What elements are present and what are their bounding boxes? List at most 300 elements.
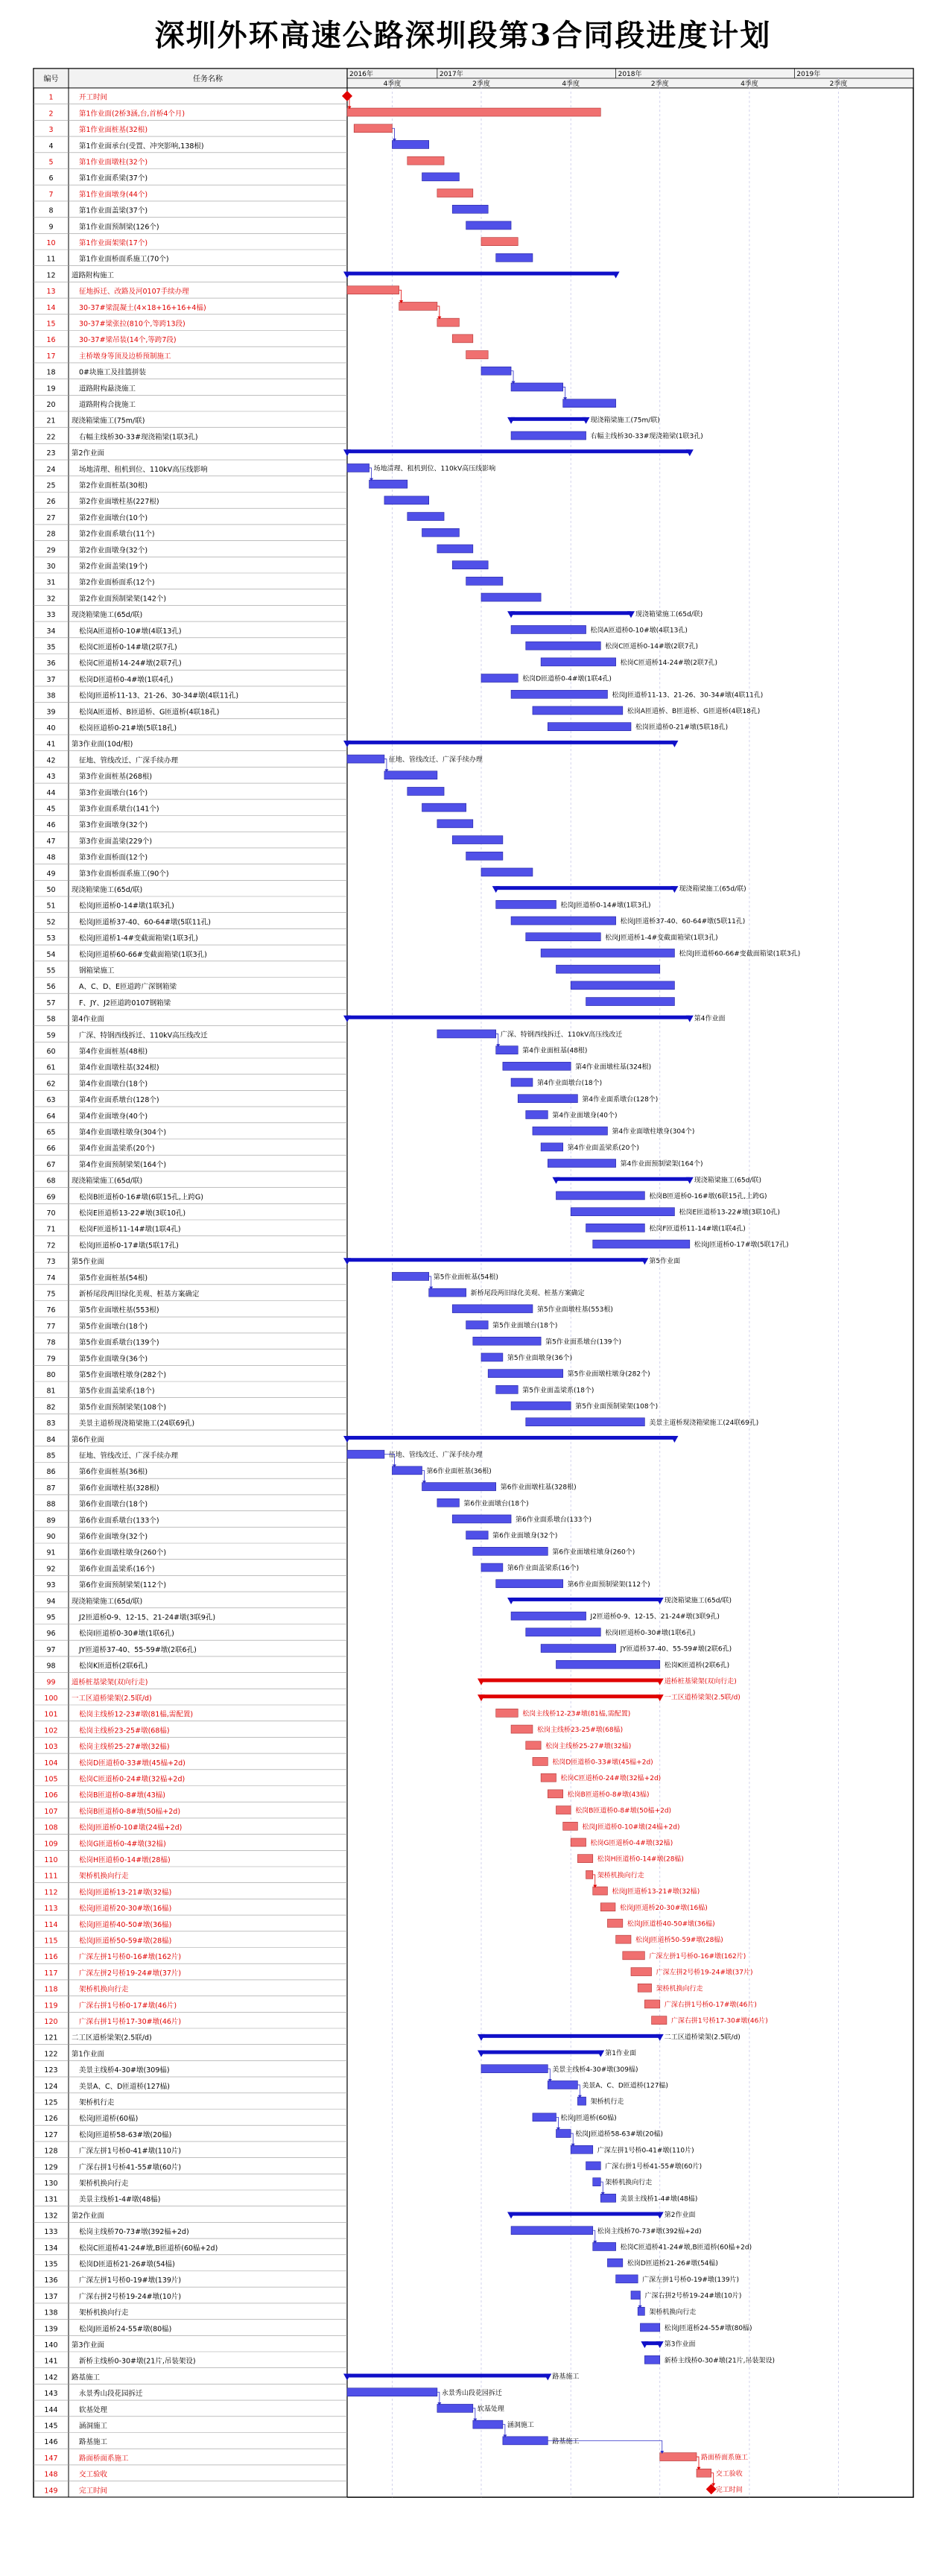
task-bar (473, 1547, 548, 1555)
summary-bar (511, 417, 586, 421)
bar-label: 松岗G匝道桥0-4#墩(32榀) (590, 1839, 673, 1847)
task-id: 5 (48, 158, 54, 167)
bar-label: 松岗主线桥23-25#墩(68榀) (536, 1727, 624, 1735)
task-name: 现浇箱梁施工(65d/联) (72, 1597, 143, 1606)
summary-bar (347, 272, 616, 276)
bar-label: 征地、管线改迁、广深手续办理 (388, 756, 483, 765)
task-bar (452, 1305, 533, 1313)
task-name: 30-37#梁张拉(810个,等跨13段) (79, 320, 185, 329)
task-id: 92 (46, 1565, 56, 1574)
bar-label: 第6作业面预制梁架(112个) (567, 1580, 650, 1589)
task-name: 永景秀山段花园拆迁 (79, 2390, 143, 2399)
bar-label: 广深右拼1号桥41-55#墩(60片) (605, 2162, 703, 2171)
bar-label: 松岗A匝道桥0-10#墩(4联13孔) (590, 627, 688, 635)
task-id: 65 (46, 1128, 56, 1137)
task-id: 20 (46, 401, 56, 409)
task-name: 松岗I匝道桥0-30#墩(1联6孔) (79, 1630, 174, 1639)
task-name: 松岗D匝道桥0-4#墩(1联4孔) (79, 675, 174, 684)
task-id: 100 (44, 1694, 58, 1703)
task-id: 35 (46, 643, 56, 652)
bar-label: 松岗J匝道桥1-4#变截面箱梁(1联3孔) (605, 934, 718, 942)
task-name: 美景主线桥4-30#墩(309榀) (79, 2066, 170, 2075)
task-bar (481, 674, 518, 683)
task-bar (466, 1531, 489, 1539)
task-name: 松岗J匝道桥37-40、60-64#墩(5联11孔) (79, 918, 212, 927)
task-name: 松岗A匝道桥0-10#墩(4联13孔) (79, 627, 182, 636)
year-label: 2018年 (618, 71, 642, 78)
task-id: 64 (46, 1112, 56, 1121)
task-id: 128 (44, 2147, 58, 2156)
quarter-label: 2季度 (829, 80, 848, 88)
task-name: 第4作业面盖梁系(20个) (79, 1145, 155, 1153)
task-name: 第1作业面墩身(44个) (79, 190, 148, 199)
task-id: 32 (46, 595, 56, 604)
task-bar (452, 836, 503, 844)
task-id: 79 (46, 1355, 56, 1364)
bar-label: 松岗D匝道桥0-33#墩(45榀+2d) (552, 1759, 653, 1767)
bar-label: 交工验收 (715, 2470, 743, 2478)
bar-label: 右幅主线桥30-33#现浇箱梁(1联3孔) (590, 433, 703, 441)
task-name: 第5作业面系墩台(139个) (79, 1338, 159, 1347)
bar-label: 松岗B匝道桥0-8#墩(50榀+2d) (575, 1807, 672, 1815)
task-bar (511, 1612, 586, 1620)
summary-bar (511, 1598, 660, 1601)
bar-label: 美景主线桥1-4#墩(48榀) (620, 2195, 698, 2203)
task-bar (631, 1968, 652, 1976)
task-id: 60 (46, 1048, 56, 1056)
task-bar (541, 658, 616, 666)
task-id: 42 (46, 756, 56, 765)
task-id: 31 (46, 578, 56, 587)
bar-label: 二工区道桥梁架(2.5联/d) (664, 2034, 741, 2042)
bar-label: 松岗J匝道桥40-50#墩(36榀) (627, 1920, 715, 1928)
task-id: 112 (44, 1888, 58, 1897)
task-bar (638, 2307, 644, 2315)
task-name: 第3作业面(10d/根) (72, 740, 133, 749)
task-name: 广深左拼2号桥19-24#墩(37片) (79, 1969, 182, 1978)
task-id: 84 (46, 1435, 56, 1444)
bar-label: 新桥主线桥0-30#墩(21片,吊装架设) (664, 2357, 776, 2365)
task-id: 46 (46, 821, 56, 830)
task-bar (623, 1952, 645, 1960)
task-name: 松岗C匝道桥0-14#墩(2联7孔) (79, 643, 177, 652)
bar-label: 现浇箱梁施工(65d/联) (635, 610, 703, 618)
bar-label: 松岗B匝道桥0-16#墩(6联15孔,上跨G) (649, 1192, 767, 1200)
task-bar (392, 1466, 422, 1475)
task-bar (452, 561, 488, 569)
task-bar (407, 787, 444, 795)
bar-label: 松岗F匝道桥11-14#墩(1联4孔) (649, 1225, 746, 1233)
task-name: 新桥主线桥0-30#墩(21片,吊装架设) (79, 2357, 196, 2366)
task-id: 6 (48, 174, 54, 183)
task-name: 松岗H匝道桥0-14#墩(28榀) (79, 1856, 171, 1864)
task-id: 120 (44, 2018, 58, 2026)
summary-bar (496, 886, 675, 890)
task-bar (541, 1645, 616, 1653)
task-bar (511, 690, 607, 698)
task-id: 88 (46, 1500, 56, 1509)
task-id: 22 (46, 433, 56, 442)
summary-bar (347, 1436, 674, 1440)
task-name: 松岗D匝道桥21-26#墩(54榀) (79, 2260, 175, 2269)
bar-label: 第5作业面预制梁架(108个) (575, 1403, 659, 1411)
task-name: 道路附构悬浇施工 (79, 384, 136, 393)
task-name: 30-37#梁混凝土(4×18+16+16+4榀) (79, 303, 206, 312)
task-id: 41 (46, 740, 56, 749)
bar-label: 永景秀山段花园拆迁 (441, 2389, 502, 2397)
task-name: 第5作业面墩柱基(553根) (79, 1306, 159, 1315)
task-id: 105 (44, 1775, 58, 1784)
task-name: 路基施工 (72, 2373, 101, 2382)
bar-label: 第6作业面墩柱基(328根) (500, 1484, 577, 1492)
task-bar (437, 318, 460, 326)
task-name: A、C、D、E匝道跨广深钢箱梁 (79, 983, 177, 992)
task-id: 90 (46, 1533, 56, 1541)
task-id: 108 (44, 1823, 58, 1832)
bar-label: 架桥机换向行走 (605, 2179, 653, 2187)
bar-label: 第6作业面桩基(36根) (426, 1467, 492, 1475)
task-id: 81 (46, 1387, 56, 1396)
bar-label: 第6作业面墩台(18个) (463, 1500, 529, 1508)
task-id: 52 (46, 918, 56, 927)
task-name: 广深右拼1号桥17-30#墩(46片) (79, 2018, 182, 2026)
bar-label: 架桥机换向行走 (649, 2308, 697, 2317)
bar-label: 一工区道桥梁架(2.5联/d) (664, 1694, 741, 1702)
task-id: 34 (46, 627, 56, 636)
task-id: 97 (46, 1645, 56, 1654)
task-bar (481, 367, 511, 375)
task-id: 27 (46, 513, 56, 522)
task-id: 3 (48, 126, 54, 135)
year-label: 2016年 (349, 71, 373, 78)
task-bar (466, 577, 503, 585)
summary-bar (556, 1177, 689, 1181)
task-bar (422, 173, 460, 181)
quarter-label: 4季度 (562, 80, 580, 88)
task-id: 145 (44, 2422, 58, 2431)
task-name: 新桥尾段两旧绿化美观、桩基方案确定 (79, 1290, 200, 1299)
bar-label: 架桥机换向行走 (597, 1872, 644, 1880)
task-id: 121 (44, 2034, 58, 2042)
task-id: 4 (48, 142, 54, 151)
task-name: 第1作业面墩柱(32个) (79, 158, 148, 167)
task-name: 松岗匝道桥0-21#墩(5联18孔) (79, 724, 177, 732)
task-id: 30 (46, 563, 56, 571)
quarter-label: 4季度 (383, 80, 402, 88)
task-bar (473, 1337, 541, 1345)
summary-bar (481, 2034, 660, 2038)
task-name: 松岗B匝道桥0-8#墩(43榀) (79, 1791, 165, 1800)
task-bar (347, 2388, 437, 2396)
task-bar (481, 1353, 503, 1361)
task-name: 第2作业面盖梁(19个) (79, 563, 148, 571)
bar-label: 第4作业面 (694, 1015, 726, 1023)
task-name: 松岗K匝道桥(2联6孔) (79, 1662, 148, 1671)
task-id: 98 (46, 1662, 56, 1671)
task-bar (600, 2194, 615, 2202)
task-bar (548, 1790, 562, 1798)
task-name: 第4作业面桩基(48根) (79, 1048, 148, 1056)
task-name: 第2作业面 (72, 449, 105, 458)
task-bar (556, 965, 659, 973)
task-id: 96 (46, 1630, 56, 1639)
task-name: 美景主线桥1-4#墩(48榀) (79, 2195, 161, 2204)
task-id: 129 (44, 2163, 58, 2172)
task-bar (660, 2453, 697, 2461)
task-bar (593, 1887, 608, 1895)
task-id: 83 (46, 1420, 56, 1428)
task-name: 路面桥面系施工 (79, 2454, 129, 2463)
task-bar (437, 1499, 460, 1507)
task-id: 9 (48, 223, 54, 232)
bar-label: 松岗J匝道桥24-55#墩(80榀) (664, 2324, 752, 2332)
quarter-label: 2季度 (472, 80, 490, 88)
task-id: 143 (44, 2390, 58, 2399)
task-name: 松岗J匝道桥24-55#墩(80榀) (79, 2325, 172, 2334)
bar-label: 第3作业面 (664, 2341, 696, 2349)
task-id: 136 (44, 2276, 58, 2285)
task-bar (399, 302, 437, 310)
task-name: 第5作业面桩基(54根) (79, 1273, 148, 1282)
summary-bar (511, 2212, 660, 2216)
task-bar (384, 771, 437, 779)
task-bar (392, 1272, 428, 1280)
task-bar (437, 545, 473, 553)
task-id: 36 (46, 659, 56, 668)
task-name: 广深、特钢西线拆迁、110kV高压线改迁 (79, 1031, 208, 1040)
task-id: 147 (44, 2454, 58, 2463)
bar-label: 架桥机行走 (590, 2098, 624, 2107)
bar-label: 第5作业面墩柱墩身(282个) (567, 1370, 650, 1379)
task-bar (503, 1062, 571, 1070)
task-id: 113 (44, 1905, 58, 1914)
bar-label: 第6作业面盖梁系(16个) (507, 1565, 580, 1573)
task-id: 1 (48, 93, 54, 102)
task-name: 广深左拼1号桥0-19#墩(139片) (79, 2276, 182, 2285)
task-id: 149 (44, 2487, 58, 2496)
task-bar (644, 2355, 659, 2364)
task-name: 第1作业面承台(受置、冲突影响,138根) (79, 142, 204, 151)
bar-label: 广深右拼1号桥0-17#墩(46片) (664, 2001, 757, 2009)
task-bar (577, 1855, 592, 1863)
task-bar (481, 238, 518, 246)
task-id: 95 (46, 1613, 56, 1622)
task-name: 现浇箱梁施工(65d/联) (72, 1177, 143, 1186)
task-bar (541, 1143, 563, 1151)
task-id: 137 (44, 2292, 58, 2301)
task-name: 松岗C匝道桥41-24#墩,B匝道桥(60榀+2d) (79, 2244, 218, 2253)
task-bar (488, 1370, 563, 1378)
task-name: 第5作业面盖梁系(18个) (79, 1387, 155, 1396)
task-id: 78 (46, 1338, 56, 1347)
bar-label: 路基施工 (552, 2373, 580, 2382)
task-name: 第6作业面墩台(18个) (79, 1500, 148, 1509)
task-name: 第4作业面墩台(18个) (79, 1080, 148, 1089)
task-name: 架桥机换向行走 (79, 2180, 129, 2188)
bar-label: 第5作业面盖梁系(18个) (522, 1387, 594, 1395)
task-id: 11 (46, 255, 56, 264)
bar-label: 第4作业面墩台(18个) (536, 1080, 603, 1088)
task-name: 30-37#梁吊装(14个,等跨7段) (79, 336, 177, 345)
task-id: 144 (44, 2405, 58, 2414)
task-name: 现浇箱梁施工(75m/联) (72, 417, 145, 425)
task-id: 76 (46, 1306, 56, 1315)
bar-label: 美景A、C、D匝道桥(127榀) (582, 2082, 668, 2090)
task-bar (473, 2420, 503, 2428)
task-bar (571, 2145, 593, 2153)
bar-label: 完工时间 (715, 2486, 743, 2494)
task-id: 99 (46, 1678, 56, 1687)
task-bar (533, 706, 623, 715)
bar-label: 松岗E匝道桥13-22#墩(3联10孔) (679, 1209, 781, 1217)
task-bar (644, 2000, 659, 2008)
summary-bar (511, 611, 631, 615)
task-name: 第5作业面墩柱墩身(282个) (79, 1371, 167, 1379)
task-name: JY匝道桥37-40、55-59#墩(2联6孔) (79, 1645, 197, 1654)
task-id: 44 (46, 788, 56, 797)
task-name: 松岗主线桥23-25#墩(68榀) (79, 1727, 170, 1735)
task-id: 114 (44, 1920, 58, 1929)
name-column-header: 任务名称 (193, 75, 223, 83)
bar-label: 美景主线桥4-30#墩(309榀) (552, 2066, 638, 2074)
task-bar (511, 2227, 593, 2235)
task-name: 第2作业面系墩台(11个) (79, 530, 155, 539)
bar-label: 第4作业面盖梁系(20个) (567, 1144, 639, 1152)
bar-label: 现浇箱梁施工(65d/联) (694, 1177, 762, 1185)
task-id: 53 (46, 934, 56, 943)
task-id: 77 (46, 1322, 56, 1331)
task-id: 132 (44, 2212, 58, 2221)
task-name: 开工时间 (79, 93, 108, 102)
bar-label: 第5作业面墩柱基(553根) (536, 1306, 613, 1314)
task-bar (347, 463, 370, 472)
bar-label: 松岗J匝道桥0-10#墩(24榀+2d) (582, 1823, 680, 1832)
bar-label: 松岗J匝道桥60-66#变截面箱梁(1联3孔) (679, 950, 801, 958)
task-bar (422, 1483, 496, 1491)
task-id: 40 (46, 724, 56, 732)
task-name: 征地拆迁、改路及河0107手续办理 (79, 288, 189, 297)
task-id: 87 (46, 1484, 56, 1493)
task-name: 架桥机换向行走 (79, 1872, 129, 1881)
bar-label: 第5作业面 (649, 1257, 681, 1265)
task-name: 钢箱梁施工 (79, 966, 115, 975)
task-id: 13 (46, 288, 56, 297)
task-bar (638, 1984, 651, 1992)
task-name: 第2作业面 (72, 2212, 105, 2221)
task-name: 第2作业面桥面系(12个) (79, 578, 155, 587)
task-bar (496, 1046, 519, 1054)
task-id: 85 (46, 1452, 56, 1461)
task-bar (511, 1402, 571, 1410)
task-id: 148 (44, 2470, 58, 2479)
bar-label: 松岗J匝道桥13-21#墩(32榀) (612, 1888, 700, 1896)
task-bar (496, 1709, 519, 1717)
task-id: 131 (44, 2195, 58, 2204)
task-name: 现浇箱梁施工(65d/联) (72, 886, 143, 894)
task-id: 109 (44, 1840, 58, 1849)
task-id: 67 (46, 1160, 56, 1169)
task-bar (511, 1078, 533, 1086)
task-bar (466, 1321, 489, 1329)
task-id: 93 (46, 1581, 56, 1590)
task-name: 完工时间 (79, 2487, 108, 2496)
bar-label: 松岗C匝道桥0-24#墩(32榀+2d) (560, 1775, 662, 1783)
task-name: 二工区道桥梁架(2.5联/d) (72, 2034, 152, 2042)
task-bar (437, 189, 473, 197)
summary-bar (347, 2374, 548, 2378)
task-id: 133 (44, 2228, 58, 2237)
task-bar (481, 593, 541, 601)
bar-label: JY匝道桥37-40、55-59#墩(2联6孔) (620, 1645, 732, 1653)
task-name: 松岗J匝道桥60-66#变截面箱梁(1联3孔) (79, 950, 207, 959)
task-name: 美景A、C、D匝道桥(127榀) (79, 2082, 170, 2091)
task-id: 12 (46, 271, 56, 280)
task-id: 54 (46, 950, 56, 959)
task-name: 征地、管线改迁、广深手续办理 (79, 756, 179, 765)
summary-bar (347, 741, 674, 744)
bar-label: 松岗J匝道桥11-13、21-26、30-34#墩(4联11孔) (612, 692, 764, 700)
bar-label: 路基施工 (552, 2437, 580, 2446)
task-id: 56 (46, 983, 56, 992)
task-id: 26 (46, 498, 56, 507)
task-name: 第1作业面桥面系施工(70个) (79, 255, 169, 264)
task-name: 广深右拼1号桥41-55#墩(60片) (79, 2163, 182, 2172)
task-id: 124 (44, 2082, 58, 2091)
bar-label: 涵洞施工 (507, 2422, 534, 2430)
task-bar (541, 949, 674, 957)
task-name: 松岗主线桥70-73#墩(392榀+2d) (79, 2228, 189, 2237)
bar-label: 第4作业面墩柱墩身(304个) (612, 1128, 695, 1136)
bar-label: 松岗C匝道桥14-24#墩(2联7孔) (620, 659, 718, 667)
task-bar (593, 2242, 616, 2250)
task-id: 134 (44, 2244, 58, 2253)
bar-label: 征地、管线改迁、广深手续办理 (388, 1452, 483, 1460)
task-name: 松岗J匝道桥11-13、21-26、30-34#墩(4联11孔) (79, 692, 239, 700)
summary-bar (347, 1016, 690, 1019)
task-name: 道路附构施工 (72, 271, 115, 280)
bar-label: 松岗K匝道桥(2联6孔) (664, 1662, 730, 1670)
task-name: 松岗主线桥25-27#墩(32榀) (79, 1743, 170, 1752)
bar-label: 松岗A匝道桥、B匝道桥、G匝道桥(4联18孔) (627, 707, 761, 715)
task-bar (607, 1919, 622, 1927)
task-name: 第1作业面盖梁(37个) (79, 206, 148, 215)
task-id: 130 (44, 2180, 58, 2188)
task-bar (481, 868, 533, 876)
task-bar (640, 2323, 659, 2332)
task-id: 74 (46, 1273, 56, 1282)
task-bar (437, 2404, 473, 2412)
bar-label: 广深左拼1号桥0-41#墩(110片) (597, 2147, 694, 2155)
task-name: 第6作业面系墩台(133个) (79, 1516, 159, 1525)
task-bar (586, 1224, 645, 1232)
bar-label: 广深左拼1号桥0-19#墩(139片) (642, 2276, 740, 2284)
bar-label: 路面桥面系施工 (701, 2454, 749, 2462)
task-id: 17 (46, 352, 56, 361)
task-name: 松岗C匝道桥0-24#墩(32榀+2d) (79, 1775, 185, 1784)
bar-label: 道桥桩基梁架(双向行走) (664, 1677, 737, 1686)
task-name: 第3作业面桥面(12个) (79, 853, 148, 862)
task-bar (392, 140, 428, 148)
task-bar (556, 1192, 644, 1200)
bar-label: 松岗I匝道桥0-30#墩(1联6孔) (605, 1629, 696, 1637)
task-bar (571, 1838, 586, 1846)
task-name: 第3作业面桥面系施工(90个) (79, 870, 169, 879)
task-bar (503, 2437, 548, 2445)
task-name: 第4作业面墩柱基(324根) (79, 1063, 159, 1072)
task-id: 119 (44, 2001, 58, 2010)
task-bar (511, 431, 586, 440)
task-id: 18 (46, 368, 56, 377)
